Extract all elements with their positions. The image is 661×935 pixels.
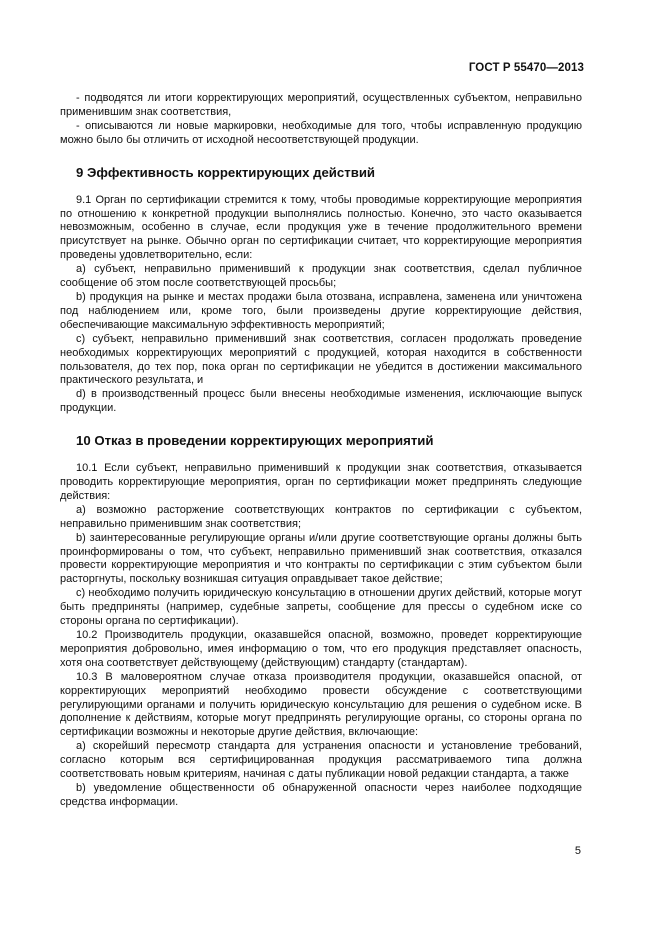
list-item: c) субъект, неправильно применивший знак соответствия, согласен продолжать проведение необходимых корректирующих мероприятий с продукцией, которая находится в собственности пользователя, до тех пор, пока орган по сертификации не убедится в достижении максимального практического результата, и (60, 332, 582, 387)
list-item: c) необходимо получить юридическую консультацию в отношении других действий, которые могут быть предприняты (например, судебные запреты, сообщение для прессы о судебном иске со стороны органа по сертификации). (60, 587, 582, 628)
paragraph: 10.1 Если субъект, неправильно применивший к продукции знак соответствия, отказывается проводить корректирующие мероприятия, орган по сертификации может предпринять следующие действия: (60, 462, 582, 502)
page-number: 5 (574, 845, 581, 857)
section-10-heading: 10 Отказ в проведении корректирующих мероприятий (76, 433, 434, 449)
list-item: а) субъект, неправильно применивший к продукции знак соответствия, сделал публичное сообщение об этом после соответствующей просьбы; (60, 263, 582, 290)
intro-item: - подводятся ли итоги корректирующих мероприятий, осуществленных субъектом, неправильно применившим знак соответствия, (60, 92, 582, 118)
intro-item: - описываются ли новые маркировки, необходимые для того, чтобы исправленную продукцию можно было бы отличить от исходной несоответствующей продукции. (60, 119, 582, 146)
list-item: b) продукция на рынке и местах продажи была отозвана, исправлена, заменена или уничтожена под наблюдением или, кроме того, были произведены другие корректирующие действия, обеспечивающие максимальную эффективность мероприятий; (60, 290, 582, 331)
list-item: а) возможно расторжение соответствующих контрактов по сертификации с субъектом, неправильно применившим знак соответствия; (60, 503, 582, 530)
list-item: а) скорейший пересмотр стандарта для устранения опасности и установление требований, согласно которым вся сертифицированная продукция рассматриваемого типа должна соответствовать новым критериям, начиная с даты публикации новой редакции стандарта, а также (60, 740, 582, 781)
section-9-heading: 9 Эффективность корректирующих действий (76, 164, 376, 180)
list-item: b) уведомление общественности об обнаруженной опасности через наиболее подходящие средства информации. (60, 781, 582, 808)
paragraph: 10.2 Производитель продукции, оказавшейся опасной, возможно, проведет корректирующие мероприятия добровольно, имея информацию о том, что его продукция представляет опасность, хотя она соответствует действующему (действующим) стандарту (стандартам). (60, 629, 582, 669)
paragraph: 10.3 В маловероятном случае отказа производителя продукции, оказавшейся опасной, от корректирующих мероприятий необходимо провести обсуждение с соответствующими регулирующими органами и получить юридическую консультацию для решения о судебном иске. В дополнение к действиям, которые могут предпринять регулирующие органы, со стороны органа по сертификации возможны и некоторые другие действия, включающие: (60, 670, 582, 739)
list-item: b) заинтересованные регулирующие органы и/или другие соответствующие органы должны быть проинформированы о том, что субъект, неправильно применивший знак соответствия, отказался провести корректирующие мероприятия и что контракты по сертификации с этим субъектом были расторгнуты, поскольку возникшая ситуация оправдывает такое действие; (60, 531, 582, 586)
document-body (60, 92, 582, 810)
document-header: ГОСТ Р 55470—2013 (468, 62, 584, 74)
list-item: d) в производственный процесс были внесены необходимые изменения, исключающие выпуск продукции. (60, 388, 582, 415)
paragraph: 9.1 Орган по сертификации стремится к тому, чтобы проводимые корректирующие мероприятия по отношению к конкретной продукции выполнялись полностью. Конечно, это часто оказывается невозможным, особенно в случае, если продукция уже в течение продолжительного времени присутствует на рынке. Обычно орган по сертификации считает, что корректирующие мероприятия проведены удовлетворительно, если: (60, 193, 582, 262)
